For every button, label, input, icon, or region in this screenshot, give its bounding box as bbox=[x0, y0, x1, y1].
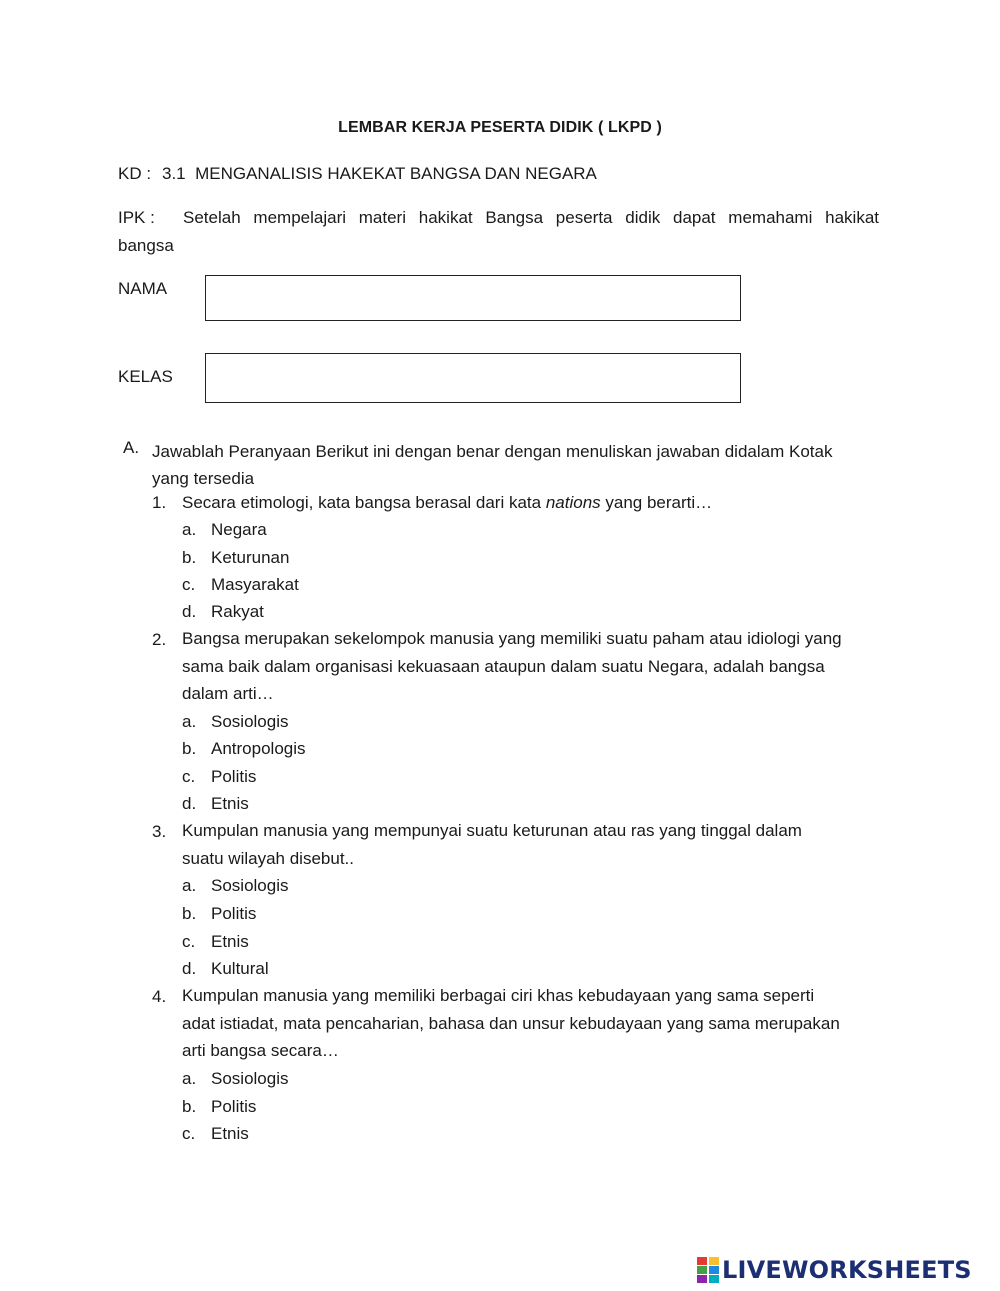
question-number: 1. bbox=[152, 493, 167, 512]
liveworksheets-brand bbox=[697, 1256, 972, 1284]
option-letter: c. bbox=[182, 575, 196, 594]
question-line: Kumpulan manusia yang mempunyai suatu keturunan atau ras yang tinggal dalam bbox=[182, 821, 802, 840]
question-4-text bbox=[182, 982, 882, 1065]
option-letter: b. bbox=[182, 904, 197, 923]
question-2-text bbox=[182, 625, 882, 708]
option-text: Negara bbox=[211, 520, 267, 539]
question-line: arti bangsa secara… bbox=[182, 1041, 339, 1060]
question-text-part: Secara etimologi, kata bangsa berasal dari kata bbox=[182, 493, 546, 512]
option-text: Sosiologis bbox=[211, 712, 289, 731]
question-number: 4. bbox=[152, 987, 167, 1006]
section-instruction bbox=[152, 438, 882, 492]
option-text: Masyarakat bbox=[211, 575, 299, 594]
option-text: Etnis bbox=[211, 1124, 249, 1143]
option-letter: a. bbox=[182, 520, 197, 539]
option-letter: a. bbox=[182, 1069, 197, 1088]
nama-input-box[interactable] bbox=[205, 275, 741, 321]
option-letter: c. bbox=[182, 1124, 196, 1143]
option-letter: b. bbox=[182, 1097, 197, 1116]
ipk-text-continued: bangsa bbox=[118, 236, 174, 255]
instruction-line: Jawablah Peranyaan Berikut ini dengan benar dengan menuliskan jawaban didalam Kotak bbox=[152, 442, 833, 461]
question-line: sama baik dalam organisasi kekuasaan ataupun dalam suatu Negara, adalah bangsa bbox=[182, 656, 825, 676]
question-line: Bangsa merupakan sekelompok manusia yang memiliki suatu paham atau idiologi yang bbox=[182, 629, 842, 648]
option-text: Etnis bbox=[211, 932, 249, 951]
kelas-input-box[interactable] bbox=[205, 353, 741, 403]
question-1-text bbox=[182, 493, 882, 513]
option-text: Politis bbox=[211, 1097, 257, 1116]
question-number: 2. bbox=[152, 630, 167, 649]
question-text-italic: nations bbox=[545, 493, 601, 512]
question-line: Kumpulan manusia yang memiliki berbagai ciri khas kebudayaan yang sama seperti bbox=[182, 986, 815, 1005]
option-text: Antropologis bbox=[211, 739, 306, 758]
option-letter: a. bbox=[182, 876, 197, 895]
question-3-text bbox=[182, 817, 882, 872]
section-letter: A. bbox=[123, 438, 140, 457]
option-text: Sosiologis bbox=[211, 876, 289, 895]
option-text: Kultural bbox=[211, 959, 269, 978]
worksheet-title: LEMBAR KERJA PESERTA DIDIK ( LKPD ) bbox=[338, 119, 662, 136]
kd-label: KD : bbox=[118, 164, 152, 183]
option-letter: d. bbox=[182, 602, 197, 621]
option-text: Rakyat bbox=[211, 602, 264, 621]
question-number: 3. bbox=[152, 822, 167, 841]
option-letter: c. bbox=[182, 767, 196, 786]
question-text-part: yang berarti… bbox=[600, 493, 713, 512]
question-line: suatu wilayah disebut.. bbox=[182, 848, 354, 868]
kd-text: 3.1 MENGANALISIS HAKEKAT BANGSA DAN NEGARA bbox=[162, 164, 597, 183]
option-text: Sosiologis bbox=[211, 1069, 289, 1088]
option-letter: c. bbox=[182, 932, 196, 951]
option-letter: d. bbox=[182, 959, 197, 978]
instruction-line: yang tersedia bbox=[152, 469, 255, 488]
ipk-label: IPK : bbox=[118, 208, 155, 227]
option-letter: b. bbox=[182, 739, 197, 758]
liveworksheets-logo-icon bbox=[697, 1257, 719, 1283]
option-text: Politis bbox=[211, 904, 257, 923]
ipk-text: Setelah mempelajari materi hakikat Bangsa peserta didik dapat memahami hakikat bbox=[183, 208, 879, 227]
option-letter: a. bbox=[182, 712, 197, 731]
question-line: dalam arti… bbox=[182, 684, 274, 703]
brand-name: LIVEWORKSHEETS bbox=[722, 1256, 972, 1284]
option-text: Keturunan bbox=[211, 548, 290, 567]
option-text: Politis bbox=[211, 767, 257, 786]
question-line: adat istiadat, mata pencaharian, bahasa dan unsur kebudayaan yang sama merupakan bbox=[182, 1013, 840, 1033]
kelas-label: KELAS bbox=[118, 367, 173, 386]
option-letter: b. bbox=[182, 548, 197, 567]
nama-label: NAMA bbox=[118, 279, 168, 298]
option-text: Etnis bbox=[211, 794, 249, 813]
option-letter: d. bbox=[182, 794, 197, 813]
